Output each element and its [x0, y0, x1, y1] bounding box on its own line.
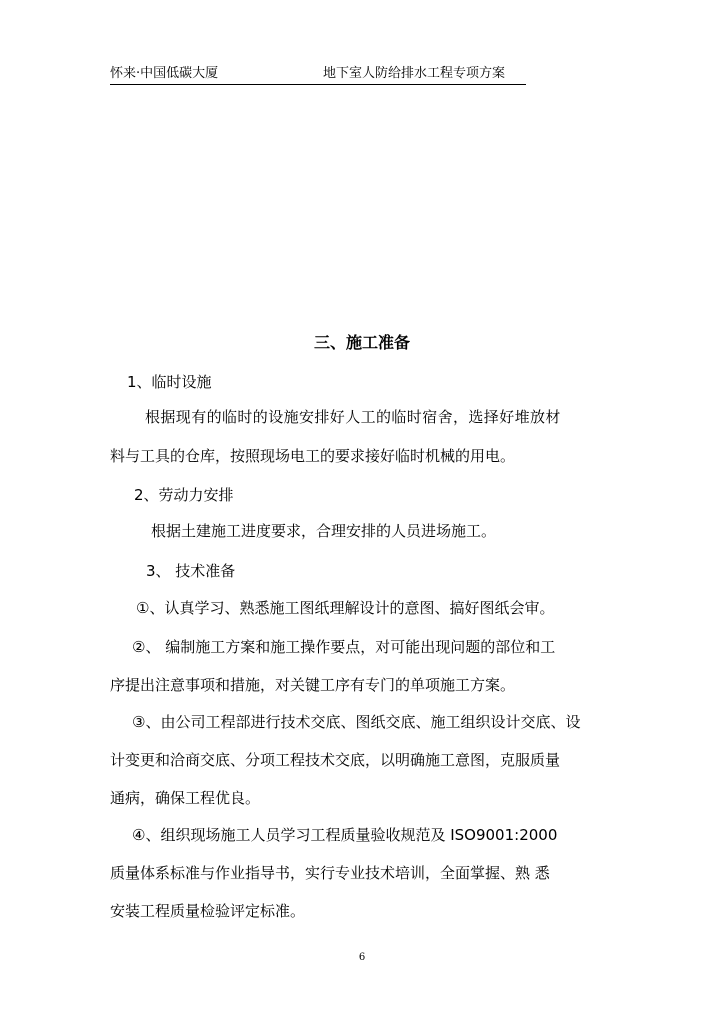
page-number: 6 [358, 952, 366, 963]
subsection-heading-labor: 2、劳动力安排 [134, 486, 234, 504]
section-title: 三、施工准备 [313, 333, 410, 352]
subsection-heading-technical: 3、 技术准备 [146, 562, 236, 580]
header-project-name: 怀来·中国低碳大厦 [110, 66, 219, 81]
list-item-1: ①、认真学习、熟悉施工图纸理解设计的意图、搞好图纸会审。 [136, 599, 555, 617]
paragraph-line: 料与工具的仓库，按照现场电工的要求接好临时机械的用电。 [110, 447, 516, 465]
header-document-title: 地下室人防给排水工程专项方案 [323, 66, 506, 81]
paragraph-line: 序提出注意事项和措施，对关键工序有专门的单项施工方案。 [110, 676, 516, 694]
paragraph-line: 根据现有的临时的设施安排好人工的临时宿舍，选择好堆放材 [145, 408, 561, 426]
paragraph-line: 计变更和洽商交底、分项工程技术交底，以明确施工意图，克服质量 [110, 751, 561, 769]
paragraph-line: 安装工程质量检验评定标准。 [110, 902, 306, 920]
paragraph-line: 根据土建施工进度要求，合理安排的人员进场施工。 [151, 522, 497, 540]
paragraph-line: 通病，确保工程优良。 [110, 789, 261, 807]
list-item-3: ③、由公司工程部进行技术交底、图纸交底、施工组织设计交底、设 [132, 713, 581, 731]
list-item-2: ②、 编制施工方案和施工操作要点，对可能出现问题的部位和工 [132, 638, 556, 656]
paragraph-line: 质量体系标准与作业指导书，实行专业技术培训，全面掌握、熟 悉 [110, 864, 550, 882]
list-item-4: ④、组织现场施工人员学习工程质量验收规范及 ISO9001:2000 [132, 826, 558, 844]
subsection-heading-temporary-facilities: 1、临时设施 [127, 373, 212, 391]
page-header [110, 66, 526, 85]
